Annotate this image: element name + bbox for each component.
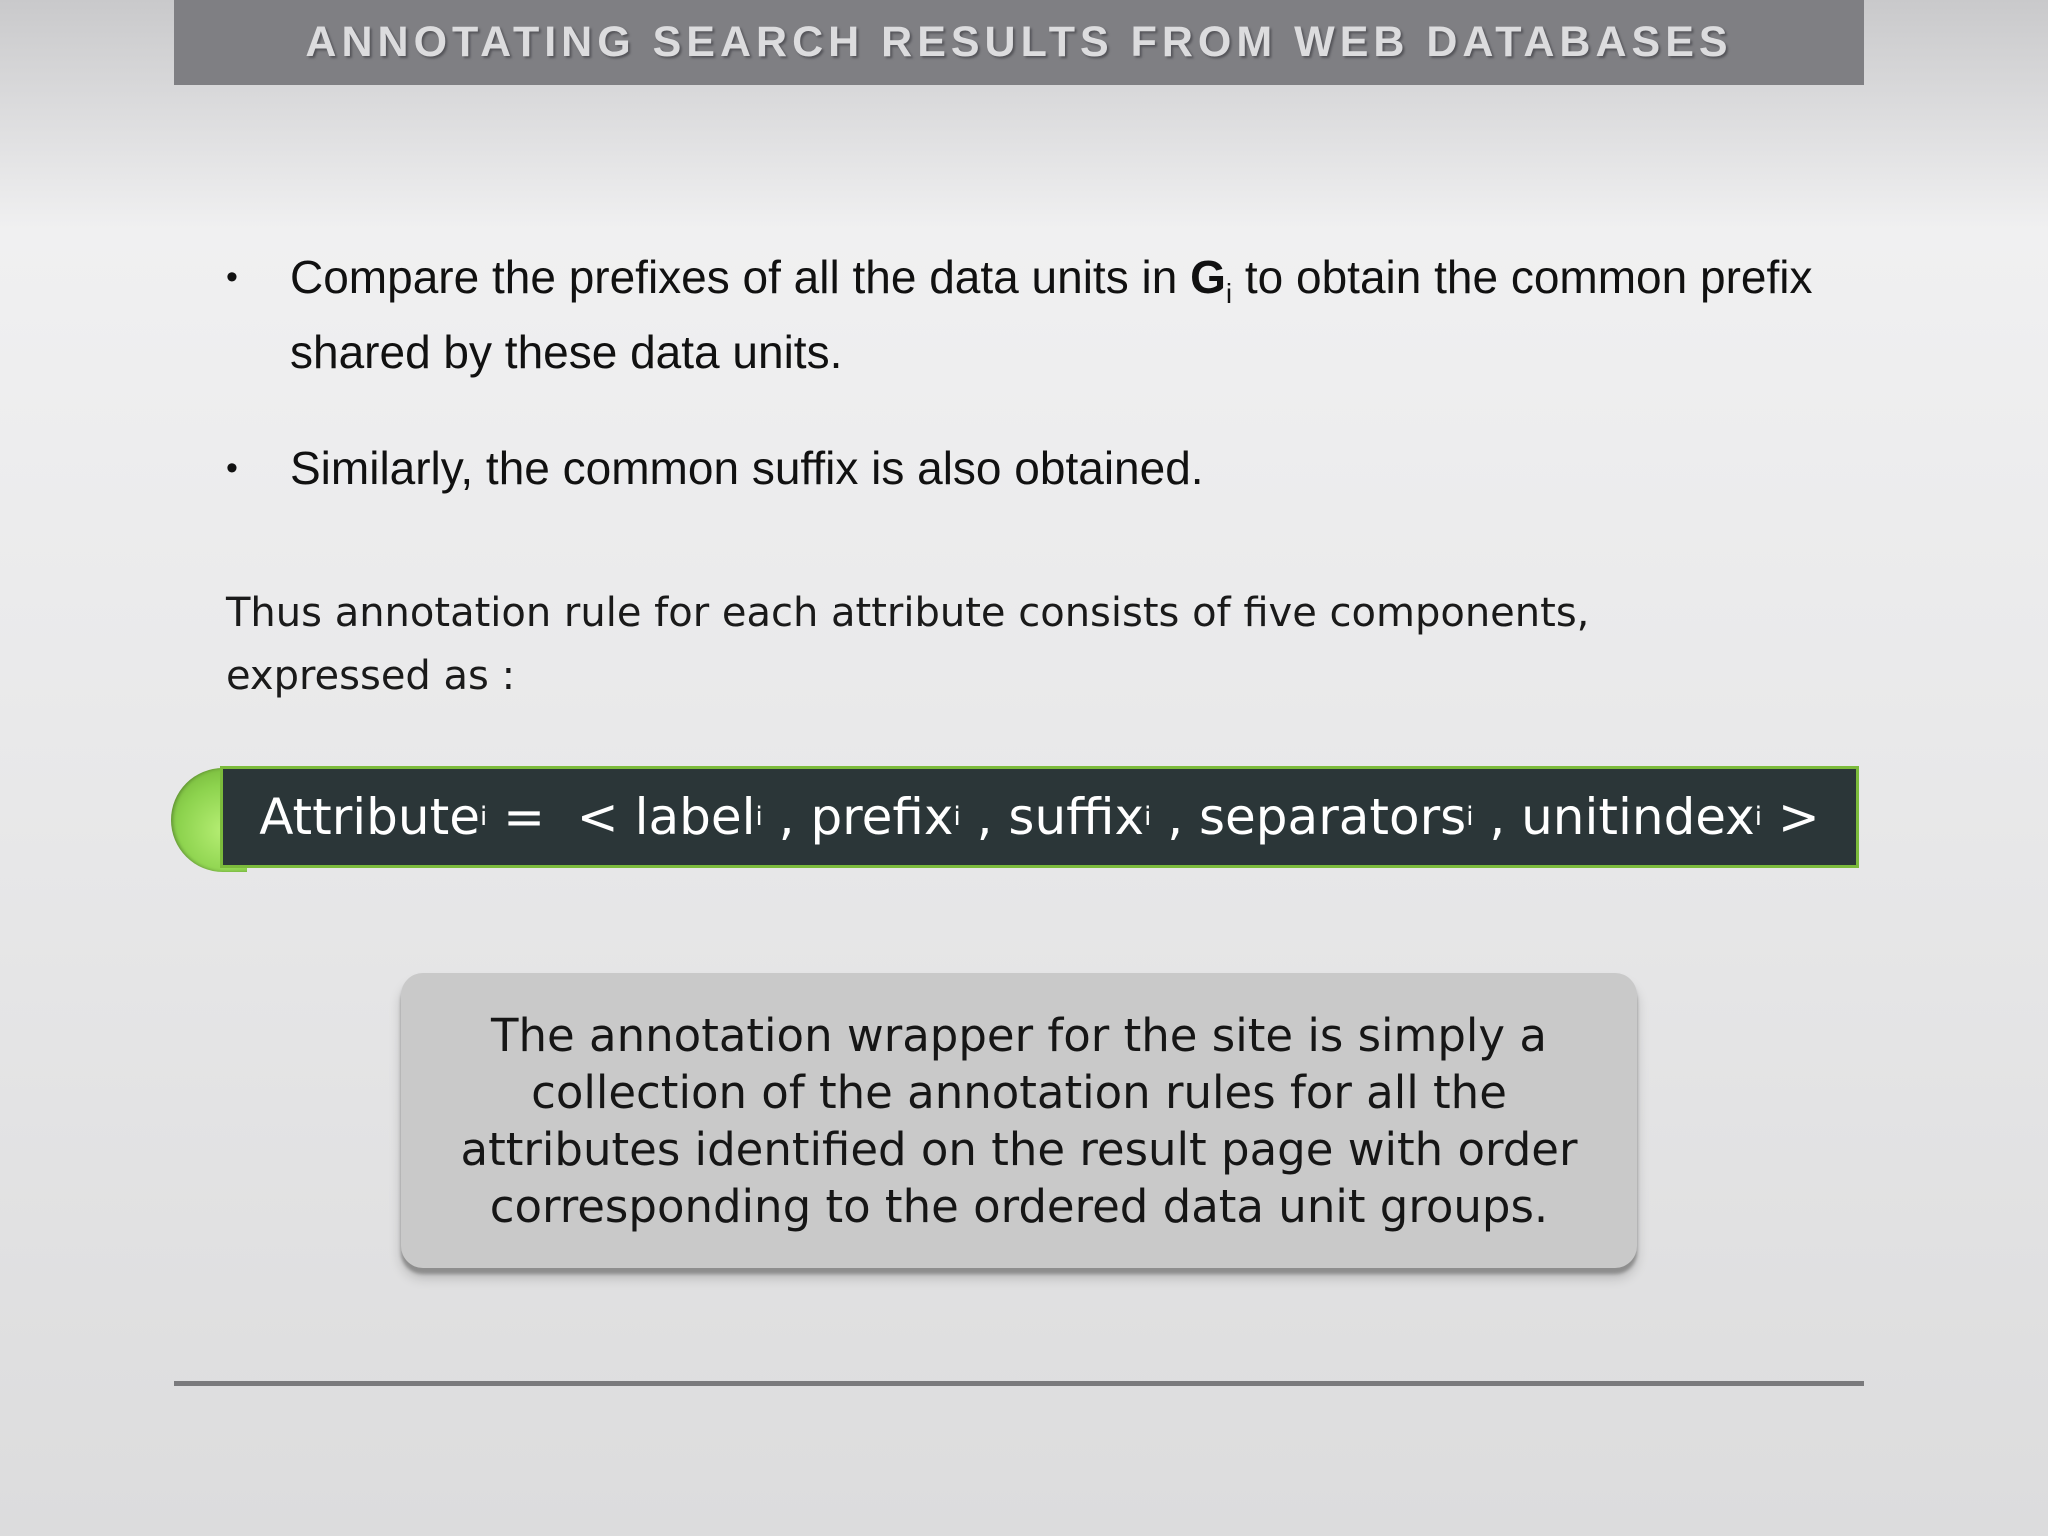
formula-part-separators: separators	[1199, 788, 1467, 846]
formula-box	[220, 766, 1859, 868]
bullet-text: Similarly, the common suffix is also obtained.	[290, 442, 1204, 494]
bullet-text-before: Compare the prefixes of all the data units in	[290, 251, 1191, 303]
formula-lhs: Attribute	[259, 788, 480, 846]
group-symbol: G	[1190, 251, 1226, 303]
formula-lhs-subscript: i	[479, 802, 488, 832]
slide-title: ANNOTATING SEARCH RESULTS FROM WEB DATABASES	[305, 18, 1733, 66]
formula-part-suffix: suffix	[1008, 788, 1145, 846]
bullet-text-after: to obtain the common prefix shared by these data units.	[290, 251, 1813, 378]
bullet-marker: •	[226, 258, 238, 296]
formula-part-label: label	[634, 788, 756, 846]
formula-part-subscript: i	[1466, 802, 1474, 832]
formula-close: >	[1762, 788, 1820, 846]
bullet-list	[226, 248, 1826, 497]
formula-separator: ,	[1151, 788, 1199, 846]
formula-part-unitindex: unitindex	[1521, 788, 1755, 846]
bullet-item-suffix	[226, 439, 1826, 497]
formula-part-subscript: i	[953, 802, 961, 832]
formula-part-subscript: i	[755, 802, 763, 832]
bullet-marker: •	[226, 449, 238, 487]
title-bar	[174, 0, 1864, 85]
group-symbol-subscript: i	[1225, 278, 1233, 309]
formula-separator: ,	[1473, 788, 1522, 846]
formula-separator: ,	[960, 788, 1009, 846]
formula-part-prefix: prefix	[810, 788, 954, 846]
bullet-item-prefix	[226, 248, 1826, 381]
formula-separator: ,	[762, 788, 811, 846]
summary-text: Thus annotation rule for each attribute consists of five components, expressed as :	[226, 590, 1590, 699]
callout-text: The annotation wrapper for the site is simply a collection of the annotation rules for all the attributes identified on the result page with order corresponding to the ordered data unit groups.	[460, 1008, 1578, 1233]
formula-part-subscript: i	[1144, 802, 1152, 832]
bottom-divider	[174, 1381, 1864, 1386]
formula-equals: = <	[487, 788, 635, 846]
formula-part-subscript: i	[1754, 802, 1763, 832]
callout-box	[401, 973, 1637, 1268]
